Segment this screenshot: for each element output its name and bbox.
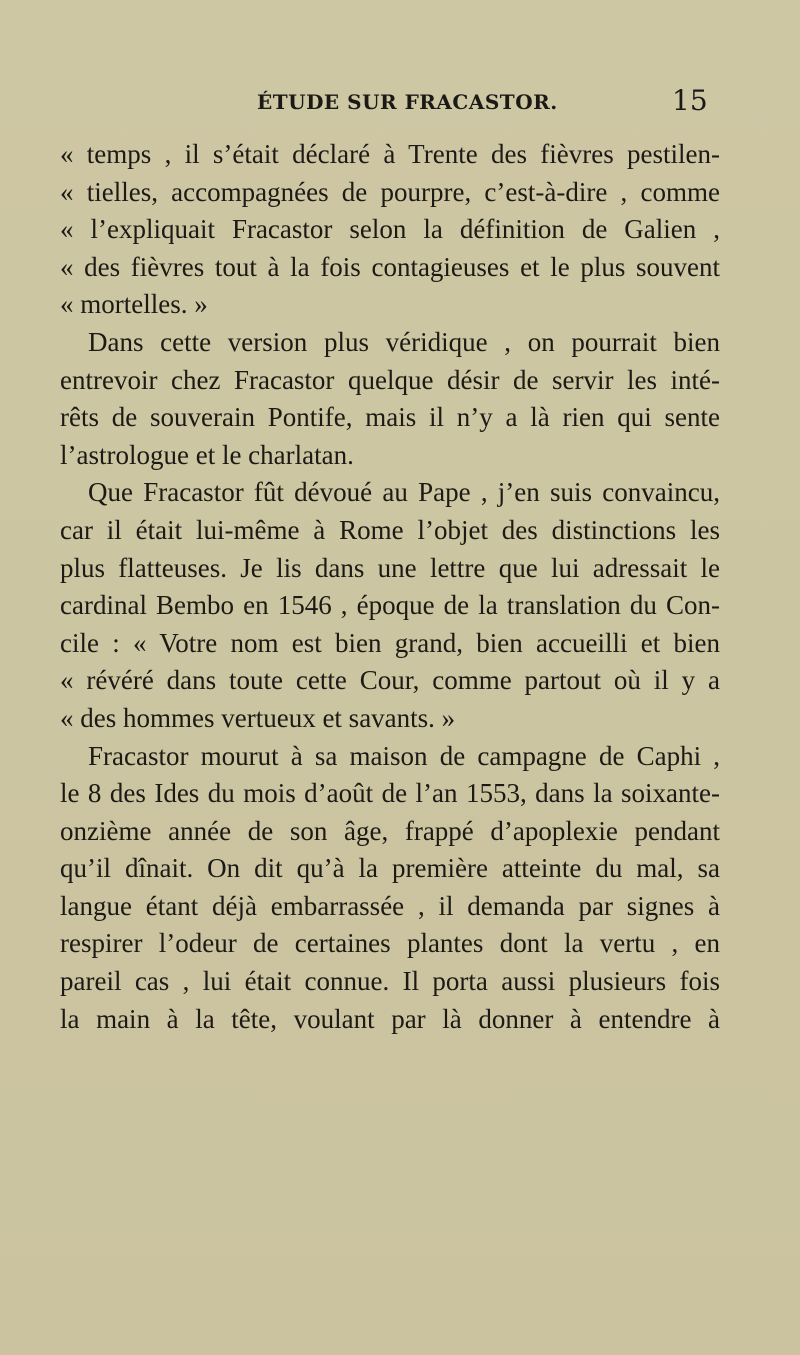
text-line: « des fièvres tout à la fois contagieuses et le plus souvent [60, 251, 720, 282]
text-line: le 8 des Ides du mois d’août de l’an 1553, dans la soixante- [60, 778, 720, 809]
text-line: « mortelles. » [60, 289, 208, 320]
text-line: cardinal Bembo en 1546 , époque de la translation du Con- [60, 590, 720, 621]
paragraph-first-line: Dans cette version plus véridique , on pourrait bien [88, 326, 720, 357]
text-line: car il était lui-même à Rome l’objet des distinctions les [60, 514, 720, 545]
text-line: onzième année de son âge, frappé d’apoplexie pendant [60, 815, 720, 846]
text-line: « des hommes vertueux et savants. » [60, 702, 456, 733]
text-line: rêts de souverain Pontife, mais il n’y a là rien qui sente [60, 402, 720, 433]
text-line: langue étant déjà embarrassée , il demanda par signes à [60, 890, 720, 921]
text-line: respirer l’odeur de certaines plantes dont la vertu , en [60, 928, 720, 959]
text-line: entrevoir chez Fracastor quelque désir de servir les inté- [60, 364, 720, 395]
text-line: « tielles, accompagnées de pourpre, c’est-à-dire , comme [60, 176, 720, 207]
text-line: cile : « Votre nom est bien grand, bien accueilli et bien [60, 627, 720, 658]
text-line: qu’il dînait. On dit qu’à la première atteinte du mal, sa [60, 853, 720, 884]
paragraph-first-line: Fracastor mourut à sa maison de campagne de Caphi , [88, 740, 720, 771]
text-line: l’astrologue et le charlatan. [60, 439, 354, 470]
text-line: plus flatteuses. Je lis dans une lettre que lui adressait le [60, 552, 720, 583]
page-header [60, 84, 720, 124]
body-text [60, 136, 720, 1038]
text-line: pareil cas , lui était connue. Il porta aussi plusieurs fois [60, 966, 720, 997]
text-line: la main à la tête, voulant par là donner à entendre à [60, 1003, 720, 1034]
text-line: « temps , il s’était déclaré à Trente des fièvres pestilen- [60, 139, 720, 169]
text-line: « révéré dans toute cette Cour, comme partout où il y a [60, 665, 720, 696]
page-number: 15 [672, 84, 708, 117]
running-head: ÉTUDE SUR FRACASTOR. [257, 90, 558, 114]
text-line: « l’expliquait Fracastor selon la définition de Galien , [60, 214, 720, 245]
paragraph-first-line: Que Fracastor fût dévoué au Pape , j’en suis convaincu, [88, 477, 720, 508]
